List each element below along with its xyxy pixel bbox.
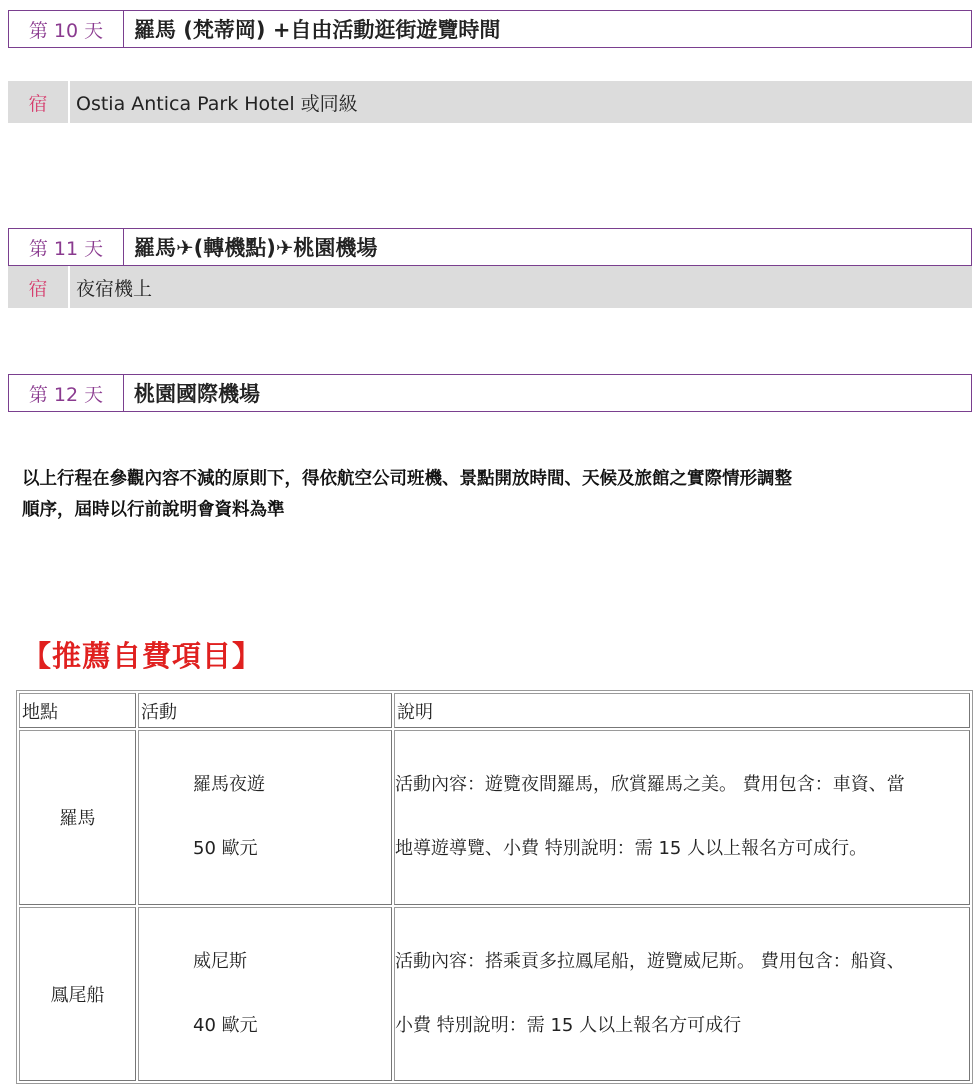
day-label: 第 12 天 [9, 375, 124, 411]
table-header-row [19, 693, 970, 728]
tour-description: 活動內容：遊覽夜間羅馬，欣賞羅馬之美。 費用包含：車資、當 [395, 774, 905, 796]
tour-price: 50 歐元 [193, 838, 258, 860]
day-title: 羅馬 (梵蒂岡) +自由活動逛街遊覽時間 [134, 18, 501, 42]
itinerary-notice [22, 464, 977, 526]
day-10-header [8, 10, 972, 48]
day-11-stay [8, 266, 972, 308]
tour-price: 40 歐元 [193, 1014, 258, 1036]
day-12-header [8, 374, 972, 412]
day-10-stay [8, 81, 972, 123]
notice-line: 順序，屆時以行前說明會資料為準 [22, 500, 285, 520]
tour-description-cell [394, 730, 970, 905]
table-row [19, 907, 970, 1082]
optional-tours-table [16, 690, 973, 1084]
tour-place: 羅馬 [19, 730, 136, 905]
tour-place: 鳳尾船 [19, 907, 136, 1082]
table-row [19, 730, 970, 905]
notice-line: 以上行程在參觀內容不減的原則下，得依航空公司班機、景點開放時間、天候及旅館之實際情形調整 [22, 469, 792, 489]
tour-description: 地導遊導覽、小費 特別說明：需 15 人以上報名方可成行。 [395, 838, 868, 860]
section-title: 【推薦自費項目】 [22, 639, 263, 673]
day-11-header [8, 228, 972, 266]
day-title: 桃園國際機場 [134, 382, 260, 406]
tour-description: 活動內容：搭乘貢多拉鳳尾船，遊覽威尼斯。 費用包含：船資、 [395, 950, 905, 972]
tour-description: 小費 特別說明：需 15 人以上報名方可成行 [395, 1014, 742, 1036]
day-label: 第 10 天 [9, 11, 124, 47]
stay-label: 宿 [8, 81, 70, 123]
tour-activity-cell [138, 730, 392, 905]
stay-label: 宿 [8, 266, 70, 308]
header-activity: 活動 [138, 693, 392, 728]
tour-description-cell [394, 907, 970, 1082]
tour-activity: 威尼斯 [193, 950, 247, 972]
tour-activity-cell [138, 907, 392, 1082]
header-place: 地點 [19, 693, 136, 728]
header-description: 說明 [394, 693, 970, 728]
stay-hotel: Ostia Antica Park Hotel 或同級 [76, 92, 358, 115]
day-title: 羅馬✈(轉機點)✈桃園機場 [134, 236, 378, 260]
stay-hotel: 夜宿機上 [76, 277, 153, 300]
tour-activity: 羅馬夜遊 [193, 774, 265, 796]
day-label: 第 11 天 [9, 229, 124, 265]
